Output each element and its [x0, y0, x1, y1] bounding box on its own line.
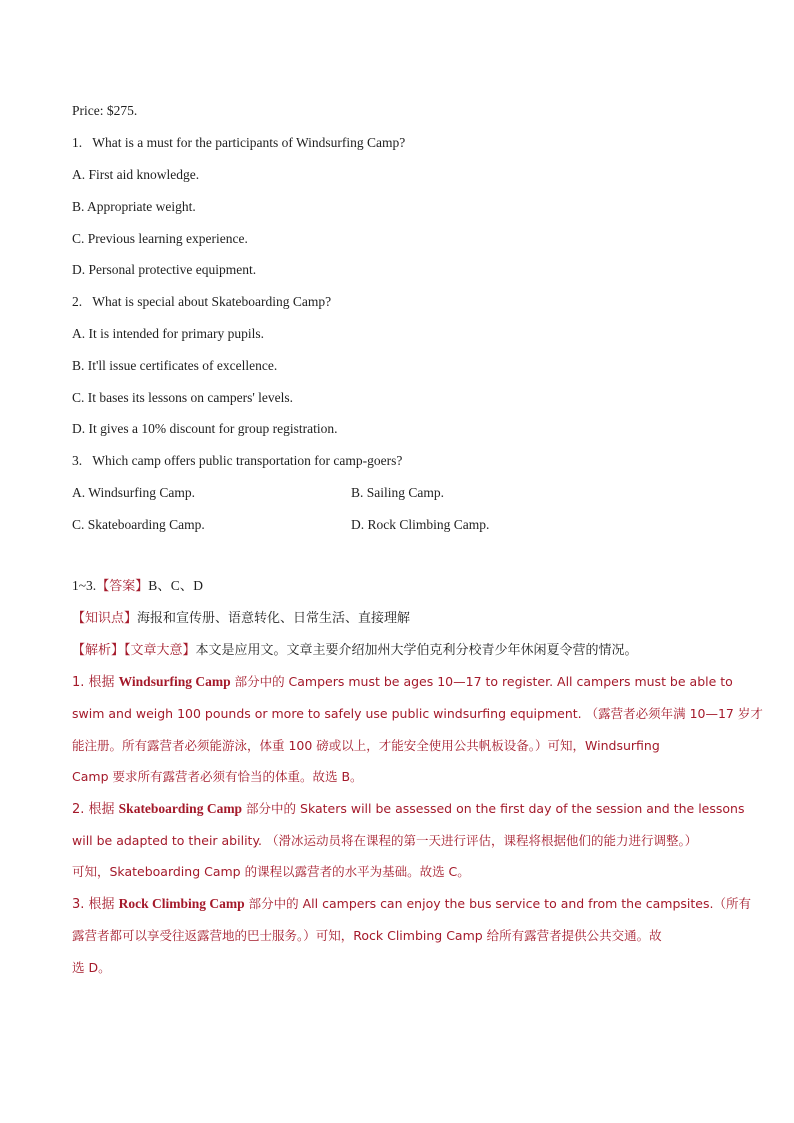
analysis-1-line-4: Camp 要求所有露营者必须有恰当的体重。故选 B。 [72, 769, 363, 784]
analysis-1-rest: 部分中的 Campers must be ages 10—17 to register. All campers must be able to [230, 674, 733, 689]
analysis-2-line-2: will be adapted to their ability. （滑冰运动员将在课程的第一天进行评估，课程将根据他们的能力进行调整。） [72, 833, 698, 848]
question-1-stem: 1. What is a must for the participants of Windsurfing Camp? [72, 135, 406, 150]
question-1-option-c: C. Previous learning experience. [72, 231, 248, 246]
question-2-option-a: A. It is intended for primary pupils. [72, 326, 264, 341]
question-3-option-c: C. Skateboarding Camp. [72, 517, 205, 532]
analysis-1-prefix: 1. 根据 [72, 675, 119, 690]
analysis-3-rest: 部分中的 All campers can enjoy the bus service to and from the campsites.（所有 [244, 896, 751, 911]
analysis-3-prefix: 3. 根据 [72, 897, 119, 912]
answer-range: 1~3. [72, 578, 97, 593]
analysis-1-camp: Windsurfing Camp [118, 674, 231, 689]
analysis-3-line-2: 露营者都可以享受往返露营地的巴士服务。）可知，Rock Climbing Camp 给所有露营者提供公共交通。故 [72, 928, 662, 943]
analysis-2-prefix: 2. 根据 [72, 802, 119, 817]
question-2-option-d: D. It gives a 10% discount for group registration. [72, 421, 338, 436]
question-3-option-d: D. Rock Climbing Camp. [351, 517, 490, 532]
question-3-option-b: B. Sailing Camp. [351, 485, 445, 500]
analysis-1-line-2: swim and weigh 100 pounds or more to safely use public windsurfing equipment. （露营者必须年满 10—17 岁才 [72, 706, 763, 721]
answer-label: 【答案】 [96, 579, 149, 594]
summary-label: 【文章大意】 [124, 643, 196, 658]
analysis-2-line-1 [72, 800, 744, 819]
analysis-2-rest: 部分中的 Skaters will be assessed on the first day of the session and the lessons [242, 801, 745, 816]
knowledge-value: 海报和宣传册、语意转化、日常生活、直接理解 [137, 611, 411, 626]
analysis-2-line-3: 可知，Skateboarding Camp 的课程以露营者的水平为基础。故选 C。 [72, 864, 470, 879]
analysis-1-line-1 [72, 673, 733, 692]
answer-value: B、C、D [148, 578, 203, 593]
question-2-option-c: C. It bases its lessons on campers' levels. [72, 390, 294, 405]
analysis-3-line-3: 选 D。 [72, 960, 111, 975]
knowledge-label: 【知识点】 [72, 611, 138, 626]
question-1-option-d: D. Personal protective equipment. [72, 262, 257, 277]
question-2-stem: 2. What is special about Skateboarding Camp? [72, 294, 332, 309]
price-line: Price: $275. [72, 103, 138, 118]
analysis-3-line-1 [72, 895, 751, 914]
question-2-option-b: B. It'll issue certificates of excellence. [72, 358, 278, 373]
question-1-option-a: A. First aid knowledge. [72, 167, 200, 182]
answer-line [72, 577, 203, 596]
summary-text: 本文是应用文。文章主要介绍加州大学伯克利分校青少年休闲夏令营的情况。 [195, 643, 638, 658]
knowledge-line [72, 609, 410, 628]
analysis-1-line-3: 能注册。所有露营者必须能游泳，体重 100 磅或以上，才能安全使用公共帆板设备。）可知，Windsurfing [72, 738, 660, 753]
analysis-2-camp: Skateboarding Camp [118, 801, 243, 816]
question-3-option-a: A. Windsurfing Camp. [72, 485, 195, 500]
question-3-stem: 3. Which camp offers public transportation for camp-goers? [72, 453, 403, 468]
analysis-label: 【解析】 [72, 643, 125, 658]
question-1-option-b: B. Appropriate weight. [72, 199, 196, 214]
analysis-3-camp: Rock Climbing Camp [118, 896, 245, 911]
analysis-summary-line [72, 641, 638, 660]
